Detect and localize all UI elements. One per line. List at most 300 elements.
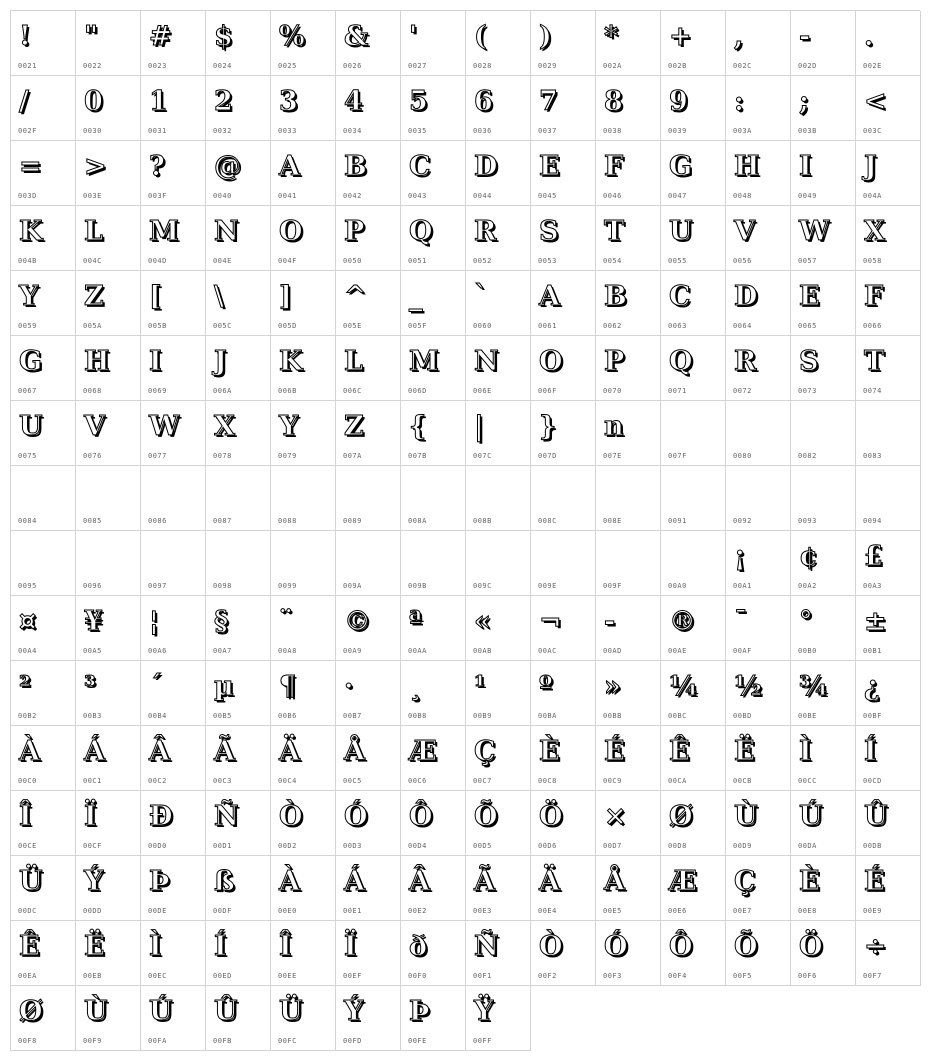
- codepoint-label: 0035: [408, 127, 427, 135]
- codepoint-label: 00B8: [408, 712, 427, 720]
- glyph-sample: Ú: [799, 801, 823, 832]
- codepoint-label: 002A: [603, 62, 622, 70]
- glyph-cell: [466, 726, 531, 791]
- codepoint-label: 006B: [278, 387, 297, 395]
- glyph-cell: [401, 921, 466, 986]
- glyph-cell: [856, 791, 921, 856]
- glyph-sample: =: [19, 151, 42, 182]
- codepoint-label: 0033: [278, 127, 297, 135]
- glyph-sample: .: [864, 21, 874, 52]
- codepoint-label: 009B: [408, 582, 427, 590]
- codepoint-label: 00D2: [278, 842, 297, 850]
- codepoint-label: 00BB: [603, 712, 622, 720]
- glyph-sample: Ù: [734, 801, 758, 832]
- codepoint-label: 00C4: [278, 777, 297, 785]
- glyph-cell: [141, 401, 206, 466]
- codepoint-label: 0027: [408, 62, 427, 70]
- glyph-cell: [271, 791, 336, 856]
- codepoint-label: 0044: [473, 192, 492, 200]
- glyph-cell: [11, 531, 76, 596]
- glyph-sample: M: [149, 216, 179, 247]
- codepoint-label: 0055: [668, 257, 687, 265]
- glyph-sample: ©: [344, 606, 371, 637]
- glyph-sample: £: [864, 541, 883, 572]
- codepoint-label: 0098: [213, 582, 232, 590]
- glyph-cell: [791, 661, 856, 726]
- codepoint-label: 0036: [473, 127, 492, 135]
- glyph-cell: [336, 11, 401, 76]
- glyph-cell: [401, 11, 466, 76]
- glyph-sample: ½: [734, 671, 763, 702]
- glyph-cell: [596, 531, 661, 596]
- glyph-sample: À: [279, 866, 300, 897]
- glyph-cell: [401, 141, 466, 206]
- codepoint-label: 00A5: [83, 647, 102, 655]
- glyph-cell: [76, 986, 141, 1051]
- glyph-sample: 6: [474, 86, 493, 117]
- glyph-sample: 1: [149, 86, 168, 117]
- codepoint-label: 0088: [278, 517, 297, 525]
- codepoint-label: 0083: [863, 452, 882, 460]
- codepoint-label: 00DF: [213, 907, 232, 915]
- glyph-sample: Õ: [734, 931, 758, 962]
- glyph-sample: Û: [214, 996, 238, 1027]
- glyph-sample: E: [799, 281, 820, 312]
- codepoint-label: 00E0: [278, 907, 297, 915]
- glyph-sample: (: [474, 21, 487, 52]
- glyph-cell: [271, 726, 336, 791]
- codepoint-label: 0085: [83, 517, 102, 525]
- glyph-cell: [141, 596, 206, 661]
- glyph-cell: [206, 271, 271, 336]
- glyph-sample: Ç: [474, 736, 496, 767]
- codepoint-label: 0051: [408, 257, 427, 265]
- glyph-cell: [791, 596, 856, 661]
- codepoint-label: 0084: [18, 517, 37, 525]
- glyph-cell: [596, 401, 661, 466]
- glyph-cell: [531, 336, 596, 401]
- glyph-cell: [271, 206, 336, 271]
- glyph-sample: G: [669, 151, 693, 182]
- codepoint-label: 0039: [668, 127, 687, 135]
- codepoint-label: 0063: [668, 322, 687, 330]
- codepoint-label: 00BA: [538, 712, 557, 720]
- glyph-cell: [141, 986, 206, 1051]
- glyph-cell: [11, 336, 76, 401]
- codepoint-label: 002E: [863, 62, 882, 70]
- codepoint-label: 0029: [538, 62, 557, 70]
- glyph-sample: ß: [214, 866, 235, 897]
- codepoint-label: 00EC: [148, 972, 167, 980]
- codepoint-label: 006C: [343, 387, 362, 395]
- glyph-cell: [401, 466, 466, 531]
- codepoint-label: 00CD: [863, 777, 882, 785]
- glyph-cell: [856, 336, 921, 401]
- glyph-sample: È: [799, 866, 820, 897]
- glyph-cell: [141, 856, 206, 921]
- glyph-cell: [661, 791, 726, 856]
- glyph-sample: #: [149, 21, 172, 52]
- codepoint-label: 00E2: [408, 907, 427, 915]
- codepoint-label: 004F: [278, 257, 297, 265]
- glyph-sample: Ø: [669, 801, 693, 832]
- glyph-cell: [726, 791, 791, 856]
- glyph-cell: [401, 401, 466, 466]
- codepoint-label: 003B: [798, 127, 817, 135]
- glyph-cell: [141, 76, 206, 141]
- codepoint-label: 0030: [83, 127, 102, 135]
- codepoint-label: 009A: [343, 582, 362, 590]
- glyph-sample: _: [409, 281, 423, 312]
- glyph-cell: [856, 401, 921, 466]
- codepoint-label: 0091: [668, 517, 687, 525]
- codepoint-label: 00C3: [213, 777, 232, 785]
- glyph-sample: ¬: [539, 606, 562, 637]
- glyph-cell: [791, 726, 856, 791]
- glyph-cell: [661, 856, 726, 921]
- glyph-sample: ³: [84, 671, 96, 702]
- codepoint-label: 002D: [798, 62, 817, 70]
- glyph-cell: [76, 206, 141, 271]
- glyph-cell: [596, 206, 661, 271]
- codepoint-label: 00C7: [473, 777, 492, 785]
- glyph-sample: K: [279, 346, 303, 377]
- codepoint-label: 00B5: [213, 712, 232, 720]
- glyph-cell: [336, 336, 401, 401]
- glyph-sample: P: [604, 346, 625, 377]
- glyph-cell: [401, 531, 466, 596]
- glyph-sample: Ì: [799, 736, 812, 767]
- glyph-cell: [791, 466, 856, 531]
- codepoint-label: 00A7: [213, 647, 232, 655]
- codepoint-label: 00A3: [863, 582, 882, 590]
- glyph-cell: [76, 336, 141, 401]
- glyph-sample: B: [344, 151, 367, 182]
- glyph-sample: n: [604, 411, 624, 442]
- codepoint-label: 0067: [18, 387, 37, 395]
- glyph-sample: O: [539, 346, 563, 377]
- glyph-cell: [791, 206, 856, 271]
- codepoint-label: 00FB: [213, 1037, 232, 1045]
- codepoint-label: 0048: [733, 192, 752, 200]
- codepoint-label: 002B: [668, 62, 687, 70]
- glyph-sample: +: [669, 21, 692, 52]
- codepoint-label: 003A: [733, 127, 752, 135]
- glyph-cell: [596, 726, 661, 791]
- codepoint-label: 0076: [83, 452, 102, 460]
- codepoint-label: 0037: [538, 127, 557, 135]
- codepoint-label: 009C: [473, 582, 492, 590]
- glyph-cell: [206, 856, 271, 921]
- glyph-cell: [141, 726, 206, 791]
- glyph-sample: ð: [409, 931, 428, 962]
- glyph-cell: [466, 856, 531, 921]
- codepoint-label: 0094: [863, 517, 882, 525]
- codepoint-label: 00E8: [798, 907, 817, 915]
- glyph-sample: Ï: [84, 801, 97, 832]
- glyph-cell: [661, 76, 726, 141]
- glyph-cell: [856, 661, 921, 726]
- codepoint-label: 00D9: [733, 842, 752, 850]
- glyph-sample: Ñ: [474, 931, 499, 962]
- codepoint-label: 00CC: [798, 777, 817, 785]
- glyph-sample: V: [734, 216, 755, 247]
- glyph-sample: }: [539, 411, 557, 442]
- glyph-sample: ?: [149, 151, 165, 182]
- glyph-sample: O: [279, 216, 303, 247]
- glyph-sample: Ó: [604, 931, 628, 962]
- codepoint-label: 00DD: [83, 907, 102, 915]
- glyph-cell: [466, 11, 531, 76]
- codepoint-label: 00DE: [148, 907, 167, 915]
- glyph-cell: [531, 76, 596, 141]
- codepoint-label: 00DB: [863, 842, 882, 850]
- glyph-cell: [466, 206, 531, 271]
- glyph-sample: Ô: [409, 801, 433, 832]
- glyph-sample: [: [149, 281, 162, 312]
- glyph-sample: Ã: [474, 866, 495, 897]
- glyph-sample: ¦: [149, 606, 159, 637]
- glyph-sample: Q: [409, 216, 433, 247]
- codepoint-label: 003E: [83, 192, 102, 200]
- glyph-cell: [661, 921, 726, 986]
- glyph-sample: Ê: [19, 931, 40, 962]
- glyph-sample: Ü: [279, 996, 303, 1027]
- codepoint-label: 005C: [213, 322, 232, 330]
- glyph-sample: µ: [214, 671, 234, 702]
- glyph-sample: º: [539, 671, 553, 702]
- codepoint-label: 00D3: [343, 842, 362, 850]
- glyph-cell: [206, 11, 271, 76]
- codepoint-label: 00BC: [668, 712, 687, 720]
- glyph-sample: J: [214, 346, 227, 377]
- glyph-sample: Æ: [409, 736, 437, 767]
- glyph-cell: [466, 141, 531, 206]
- codepoint-label: 00FF: [473, 1037, 492, 1045]
- glyph-sample: Q: [669, 346, 693, 377]
- glyph-cell: [596, 336, 661, 401]
- glyph-sample: ¾: [799, 671, 828, 702]
- codepoint-label: 00F8: [18, 1037, 37, 1045]
- codepoint-label: 006D: [408, 387, 427, 395]
- glyph-sample: E: [539, 151, 560, 182]
- glyph-cell: [856, 271, 921, 336]
- glyph-cell: [466, 271, 531, 336]
- glyph-sample: R: [474, 216, 497, 247]
- codepoint-label: 00EE: [278, 972, 297, 980]
- glyph-sample: <: [864, 86, 887, 117]
- glyph-sample: 7: [539, 86, 558, 117]
- glyph-cell: [11, 401, 76, 466]
- glyph-cell: [206, 791, 271, 856]
- glyph-sample: Ð: [149, 801, 173, 832]
- glyph-cell: [206, 206, 271, 271]
- glyph-cell: [596, 466, 661, 531]
- glyph-sample: À: [19, 736, 40, 767]
- glyph-sample: È: [539, 736, 560, 767]
- glyph-sample: Ù: [84, 996, 108, 1027]
- codepoint-label: 0042: [343, 192, 362, 200]
- codepoint-label: 00AD: [603, 647, 622, 655]
- codepoint-label: 00EA: [18, 972, 37, 980]
- glyph-cell: [856, 596, 921, 661]
- glyph-sample: C: [669, 281, 691, 312]
- glyph-cell: [466, 466, 531, 531]
- glyph-sample: D: [734, 281, 758, 312]
- glyph-cell: [466, 661, 531, 726]
- glyph-cell: [401, 206, 466, 271]
- glyph-sample: S: [799, 346, 819, 377]
- glyph-sample: I: [799, 151, 812, 182]
- codepoint-label: 0050: [343, 257, 362, 265]
- glyph-cell: [531, 401, 596, 466]
- glyph-cell: [596, 661, 661, 726]
- glyph-sample: É: [604, 736, 625, 767]
- glyph-cell: [271, 531, 336, 596]
- glyph-cell: [76, 11, 141, 76]
- glyph-cell: [336, 726, 401, 791]
- glyph-sample: Þ: [149, 866, 170, 897]
- glyph-sample: $: [214, 21, 233, 52]
- glyph-sample: ¨: [279, 606, 293, 637]
- glyph-sample: T: [864, 346, 885, 377]
- glyph-cell: [271, 856, 336, 921]
- glyph-cell: [856, 856, 921, 921]
- glyph-sample: Û: [864, 801, 888, 832]
- codepoint-label: 003F: [148, 192, 167, 200]
- glyph-cell: [661, 206, 726, 271]
- codepoint-label: 00FE: [408, 1037, 427, 1045]
- codepoint-label: 00A1: [733, 582, 752, 590]
- codepoint-label: 0031: [148, 127, 167, 135]
- glyph-cell: [141, 11, 206, 76]
- glyph-cell: [271, 661, 336, 726]
- glyph-sample: Þ: [409, 996, 430, 1027]
- glyph-cell: [661, 271, 726, 336]
- glyph-sample: Ë: [84, 931, 105, 962]
- glyph-cell: [11, 466, 76, 531]
- codepoint-label: 00F3: [603, 972, 622, 980]
- codepoint-label: 008C: [538, 517, 557, 525]
- glyph-cell: [271, 921, 336, 986]
- codepoint-label: 005D: [278, 322, 297, 330]
- codepoint-label: 009F: [603, 582, 622, 590]
- glyph-sample: A: [539, 281, 560, 312]
- glyph-cell: [401, 596, 466, 661]
- codepoint-label: 00A2: [798, 582, 817, 590]
- glyph-cell: [531, 141, 596, 206]
- codepoint-label: 00B9: [473, 712, 492, 720]
- glyph-cell: [206, 401, 271, 466]
- glyph-sample: 9: [669, 86, 688, 117]
- glyph-sample: U: [669, 216, 693, 247]
- codepoint-label: 00E5: [603, 907, 622, 915]
- glyph-cell: [726, 856, 791, 921]
- glyph-cell: [141, 921, 206, 986]
- codepoint-label: 00A9: [343, 647, 362, 655]
- codepoint-label: 0041: [278, 192, 297, 200]
- glyph-cell: [661, 336, 726, 401]
- glyph-sample: W: [149, 411, 180, 442]
- glyph-cell: [206, 141, 271, 206]
- glyph-cell: [336, 791, 401, 856]
- codepoint-label: 0075: [18, 452, 37, 460]
- codepoint-label: 0058: [863, 257, 882, 265]
- glyph-sample: ;: [799, 86, 809, 117]
- glyph-cell: [76, 791, 141, 856]
- glyph-cell: [11, 596, 76, 661]
- glyph-cell: [661, 11, 726, 76]
- glyph-cell: [856, 206, 921, 271]
- codepoint-label: 00C0: [18, 777, 37, 785]
- glyph-cell: [531, 921, 596, 986]
- glyph-cell: [726, 596, 791, 661]
- glyph-cell: [726, 336, 791, 401]
- glyph-sample: É: [864, 866, 885, 897]
- glyph-sample: Í: [214, 931, 227, 962]
- glyph-sample: W: [799, 216, 830, 247]
- glyph-cell: [206, 596, 271, 661]
- codepoint-label: 004A: [863, 192, 882, 200]
- glyph-sample: Ó: [344, 801, 368, 832]
- codepoint-label: 00CB: [733, 777, 752, 785]
- glyph-sample: Ï: [344, 931, 357, 962]
- glyph-sample: A: [279, 151, 300, 182]
- glyph-cell: [791, 401, 856, 466]
- glyph-cell: [856, 141, 921, 206]
- codepoint-label: 0045: [538, 192, 557, 200]
- codepoint-label: 00EF: [343, 972, 362, 980]
- glyph-sample: V: [84, 411, 105, 442]
- glyph-cell: [726, 11, 791, 76]
- glyph-cell: [336, 596, 401, 661]
- glyph-sample: ®: [669, 606, 696, 637]
- glyph-sample: G: [19, 346, 43, 377]
- glyph-cell: [401, 76, 466, 141]
- codepoint-label: 0099: [278, 582, 297, 590]
- glyph-sample: Ô: [669, 931, 693, 962]
- glyph-cell: [271, 336, 336, 401]
- codepoint-label: 0079: [278, 452, 297, 460]
- codepoint-label: 00C9: [603, 777, 622, 785]
- codepoint-label: 0028: [473, 62, 492, 70]
- glyph-sample: Z: [344, 411, 364, 442]
- glyph-cell: [856, 11, 921, 76]
- glyph-cell: [791, 531, 856, 596]
- glyph-cell: [76, 401, 141, 466]
- codepoint-label: 0066: [863, 322, 882, 330]
- codepoint-label: 0080: [733, 452, 752, 460]
- glyph-sample: Í: [864, 736, 877, 767]
- glyph-sample: |: [474, 411, 484, 442]
- codepoint-label: 005B: [148, 322, 167, 330]
- codepoint-label: 00B2: [18, 712, 37, 720]
- glyph-cell: [466, 596, 531, 661]
- codepoint-label: 004B: [18, 257, 37, 265]
- glyph-sample: Á: [344, 866, 365, 897]
- codepoint-label: 00E1: [343, 907, 362, 915]
- glyph-sample: `: [474, 281, 488, 312]
- glyph-cell: [596, 141, 661, 206]
- codepoint-label: 00B3: [83, 712, 102, 720]
- glyph-cell: [206, 921, 271, 986]
- glyph-sample: ¼: [669, 671, 698, 702]
- glyph-cell: [11, 726, 76, 791]
- glyph-cell: [76, 466, 141, 531]
- codepoint-label: 00E7: [733, 907, 752, 915]
- glyph-sample: Ý: [344, 996, 364, 1027]
- codepoint-label: 007A: [343, 452, 362, 460]
